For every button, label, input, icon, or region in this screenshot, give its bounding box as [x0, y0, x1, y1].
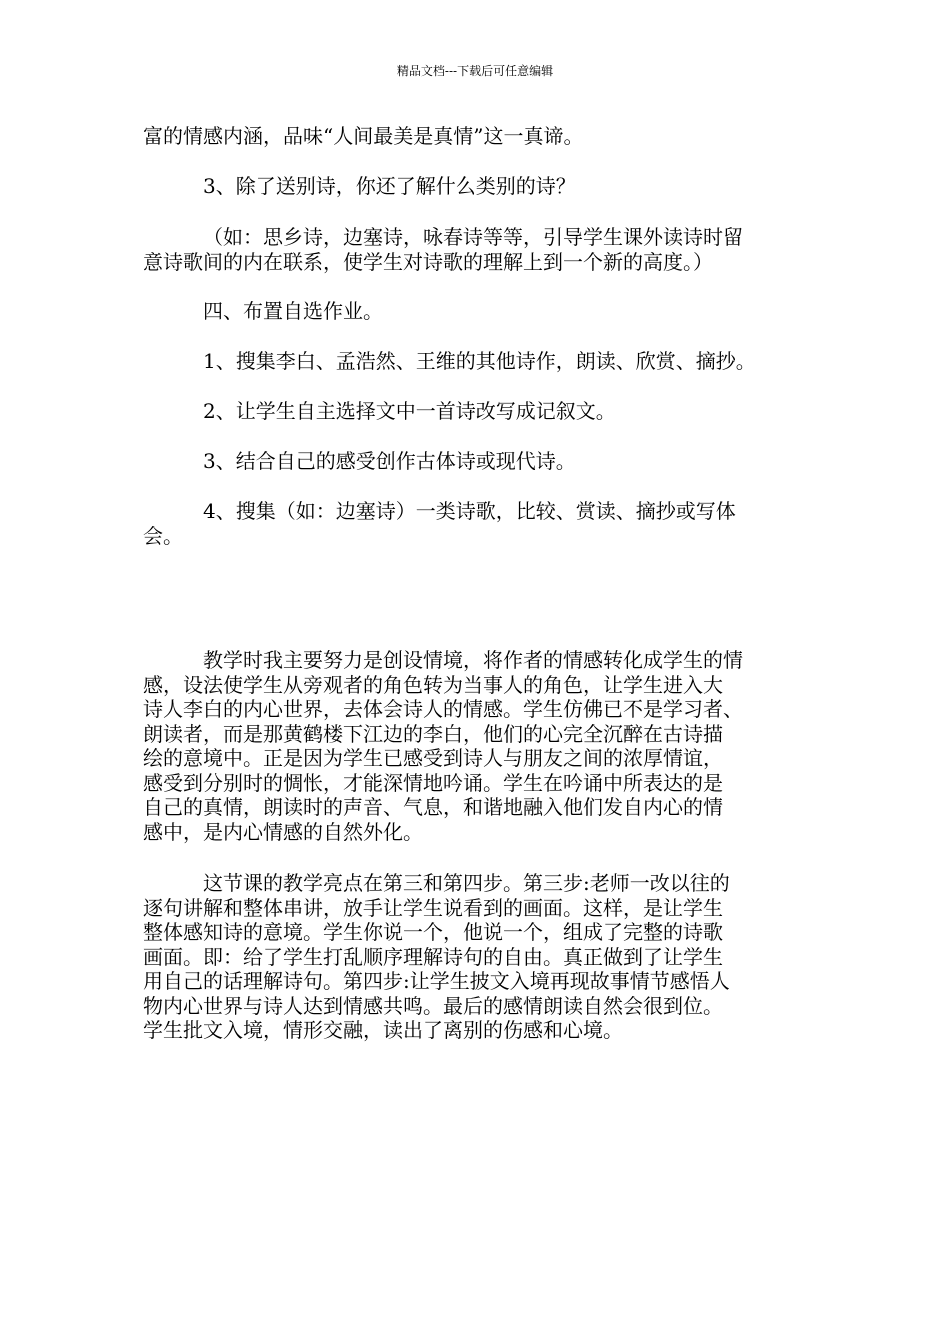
reflection-paragraph-1	[143, 648, 813, 844]
homework-item-2	[143, 399, 813, 424]
text-line: 整体感知诗的意境。学生你说一个，他说一个，组成了完整的诗歌	[143, 920, 723, 944]
text-line: 1、搜集李白、孟浩然、王维的其他诗作，朗读、欣赏、摘抄。	[203, 349, 756, 373]
reflection-paragraph-2	[143, 871, 813, 1043]
text-line: 绘的意境中。正是因为学生已感受到诗人与朋友之间的浓厚情谊，	[143, 746, 723, 770]
text-line: 用自己的话理解诗句。第四步:让学生披文入境再现故事情节感悟人	[143, 969, 730, 993]
text-line: 2、让学生自主选择文中一首诗改写成记叙文。	[203, 399, 616, 423]
text-line: 朗读者，而是那黄鹤楼下江边的李白，他们的心完全沉醉在古诗描	[143, 721, 723, 746]
homework-item-1	[143, 349, 813, 374]
text-line: 这节课的教学亮点在第三和第四步。第三步:老师一改以往的	[203, 871, 730, 895]
text-line: 3、除了送别诗，你还了解什么类别的诗？	[203, 174, 576, 198]
text-line: 4、搜集（如：边塞诗）一类诗歌，比较、赏读、摘抄或写体	[203, 499, 736, 523]
homework-item-3	[143, 449, 813, 474]
text-line: 物内心世界与诗人达到情感共鸣。最后的感情朗读自然会很到位。	[143, 993, 723, 1018]
text-line: 感，设法使学生从旁观者的角色转为当事人的角色，让学生进入大	[143, 672, 723, 697]
text-line: 教学时我主要努力是创设情境，将作者的情感转化成学生的情	[203, 648, 743, 672]
text-line: 四、布置自选作业。	[203, 299, 383, 323]
text-line: 感中，是内心情感的自然外化。	[143, 819, 423, 844]
text-line: 会。	[143, 523, 183, 548]
section-4-heading	[143, 299, 813, 324]
text-line: 意诗歌间的内在联系，使学生对诗歌的理解上到一个新的高度。）	[143, 249, 713, 274]
question-3-note	[143, 225, 813, 274]
text-line: 富的情感内涵，品味“人间最美是真情”这一真谛。	[143, 124, 584, 148]
homework-item-4	[143, 499, 813, 548]
text-line: 逐句讲解和整体串讲，放手让学生说看到的画面。这样，是让学生	[143, 895, 723, 920]
text-line: 画面。即：给了学生打乱顺序理解诗句的自由。真正做到了让学生	[143, 944, 723, 969]
text-line: 学生批文入境，情形交融，读出了离别的伤感和心境。	[143, 1018, 623, 1042]
text-line: 自己的真情，朗读时的声音、气息，和谐地融入他们发自内心的情	[143, 795, 723, 819]
text-line: 感受到分别时的惆怅，才能深情地吟诵。学生在吟诵中所表达的是	[143, 770, 723, 795]
paragraph-line-1	[143, 124, 813, 149]
page-header: 精品文档---下载后可任意编辑	[396, 64, 554, 78]
text-line: （如：思乡诗，边塞诗，咏春诗等等，引导学生课外读诗时留	[203, 225, 743, 249]
question-3	[143, 174, 813, 199]
text-line: 3、结合自己的感受创作古体诗或现代诗。	[203, 449, 576, 473]
text-line: 诗人李白的内心世界，去体会诗人的情感。学生仿佛已不是学习者、	[143, 697, 743, 721]
